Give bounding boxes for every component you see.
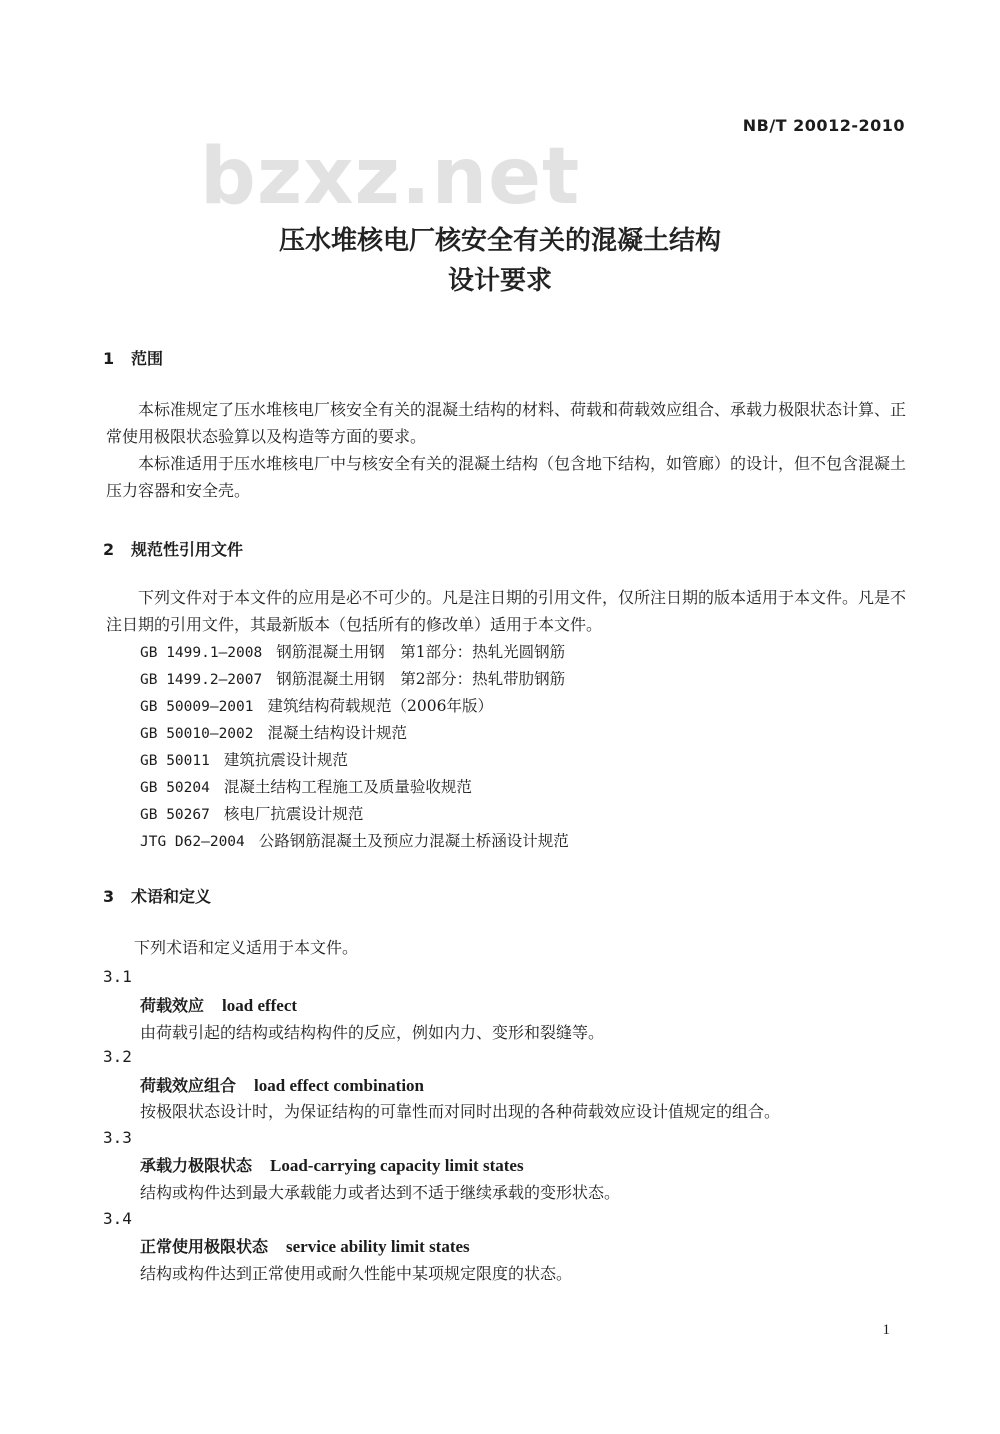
reference-title: 建筑抗震设计规范 [223, 751, 348, 769]
term-english: service ability limit states [286, 1237, 470, 1256]
reference-title: 建筑结构荷载规范（2006年版） [267, 697, 493, 715]
reference-code: JTG D62—2004 [140, 834, 245, 850]
term-english: load effect combination [254, 1076, 424, 1095]
document-title-line1: 压水堆核电厂核安全有关的混凝土结构 [278, 226, 721, 256]
page-number: 1 [882, 1322, 890, 1338]
reference-title: 混凝土结构工程施工及质量验收规范 [223, 778, 472, 796]
reference-item [140, 640, 565, 662]
term-definition: 结构或构件达到正常使用或耐久性能中某项规定限度的状态。 [140, 1264, 573, 1283]
section-2-heading [103, 537, 243, 560]
section-1-paragraph-1: 本标准规定了压水堆核电厂核安全有关的混凝土结构的材料、荷载和荷载效应组合、承载力极限状态计算、正常使用极限状态验算以及构造等方面的要求。 [106, 400, 907, 446]
reference-item [140, 775, 472, 797]
section-3-intro: 下列术语和定义适用于本文件。 [134, 938, 359, 957]
term-heading [140, 1234, 470, 1257]
term-heading [140, 1073, 424, 1096]
reference-code: GB 1499.2—2007 [140, 672, 263, 688]
term-chinese: 正常使用极限状态 [140, 1237, 269, 1256]
term-number: 3.4 [103, 1209, 132, 1228]
document-title-line2: 设计要求 [447, 266, 552, 296]
section-3-heading [103, 884, 211, 907]
term-chinese: 承载力极限状态 [140, 1156, 253, 1175]
reference-title: 钢筋混凝土用钢 第2部分：热轧带肋钢筋 [276, 670, 566, 688]
term-chinese: 荷载效应 [140, 996, 205, 1015]
reference-code: GB 50267 [140, 807, 210, 823]
reference-code: GB 1499.1—2008 [140, 645, 263, 661]
section-number: 2 [103, 540, 115, 559]
term-number: 3.3 [103, 1128, 132, 1147]
reference-title: 钢筋混凝土用钢 第1部分：热轧光圆钢筋 [276, 643, 566, 661]
reference-item [140, 829, 569, 851]
reference-title: 公路钢筋混凝土及预应力混凝土桥涵设计规范 [258, 832, 569, 850]
section-1-heading [103, 346, 163, 369]
term-number: 3.1 [103, 967, 132, 986]
reference-code: GB 50010—2002 [140, 726, 254, 742]
term-english: load effect [222, 996, 298, 1015]
term-definition: 按极限状态设计时，为保证结构的可靠性而对同时出现的各种荷载效应设计值规定的组合。 [140, 1102, 781, 1121]
reference-code: GB 50009—2001 [140, 699, 254, 715]
term-number: 3.2 [103, 1047, 132, 1066]
section-2-intro: 下列文件对于本文件的应用是必不可少的。凡是注日期的引用文件，仅所注日期的版本适用于本文件。凡是不注日期的引用文件，其最新版本（包括所有的修改单）适用于本文件。 [106, 588, 907, 634]
section-1-paragraph-2: 本标准适用于压水堆核电厂中与核安全有关的混凝土结构（包含地下结构，如管廊）的设计，但不包含混凝土压力容器和安全壳。 [106, 454, 907, 500]
term-english: Load-carrying capacity limit states [270, 1156, 524, 1175]
section-title: 规范性引用文件 [131, 540, 244, 559]
reference-item [140, 748, 348, 770]
term-definition: 由荷载引起的结构或结构构件的反应，例如内力、变形和裂缝等。 [140, 1023, 605, 1042]
reference-title: 混凝土结构设计规范 [267, 724, 408, 742]
reference-item [140, 721, 407, 743]
standard-number: NB/T 20012-2010 [742, 116, 905, 135]
reference-item [140, 667, 565, 689]
reference-item [140, 694, 493, 716]
section-number: 1 [103, 349, 115, 368]
term-chinese: 荷载效应组合 [140, 1076, 237, 1095]
reference-title: 核电厂抗震设计规范 [223, 805, 364, 823]
section-title: 术语和定义 [131, 887, 212, 906]
watermark: bzxz.net [200, 132, 581, 222]
reference-code: GB 50011 [140, 753, 210, 769]
section-number: 3 [103, 887, 115, 906]
term-heading [140, 1153, 524, 1176]
section-title: 范围 [131, 349, 164, 368]
reference-code: GB 50204 [140, 780, 210, 796]
term-heading [140, 993, 297, 1016]
term-definition: 结构或构件达到最大承载能力或者达到不适于继续承载的变形状态。 [140, 1183, 621, 1202]
reference-item [140, 802, 363, 824]
